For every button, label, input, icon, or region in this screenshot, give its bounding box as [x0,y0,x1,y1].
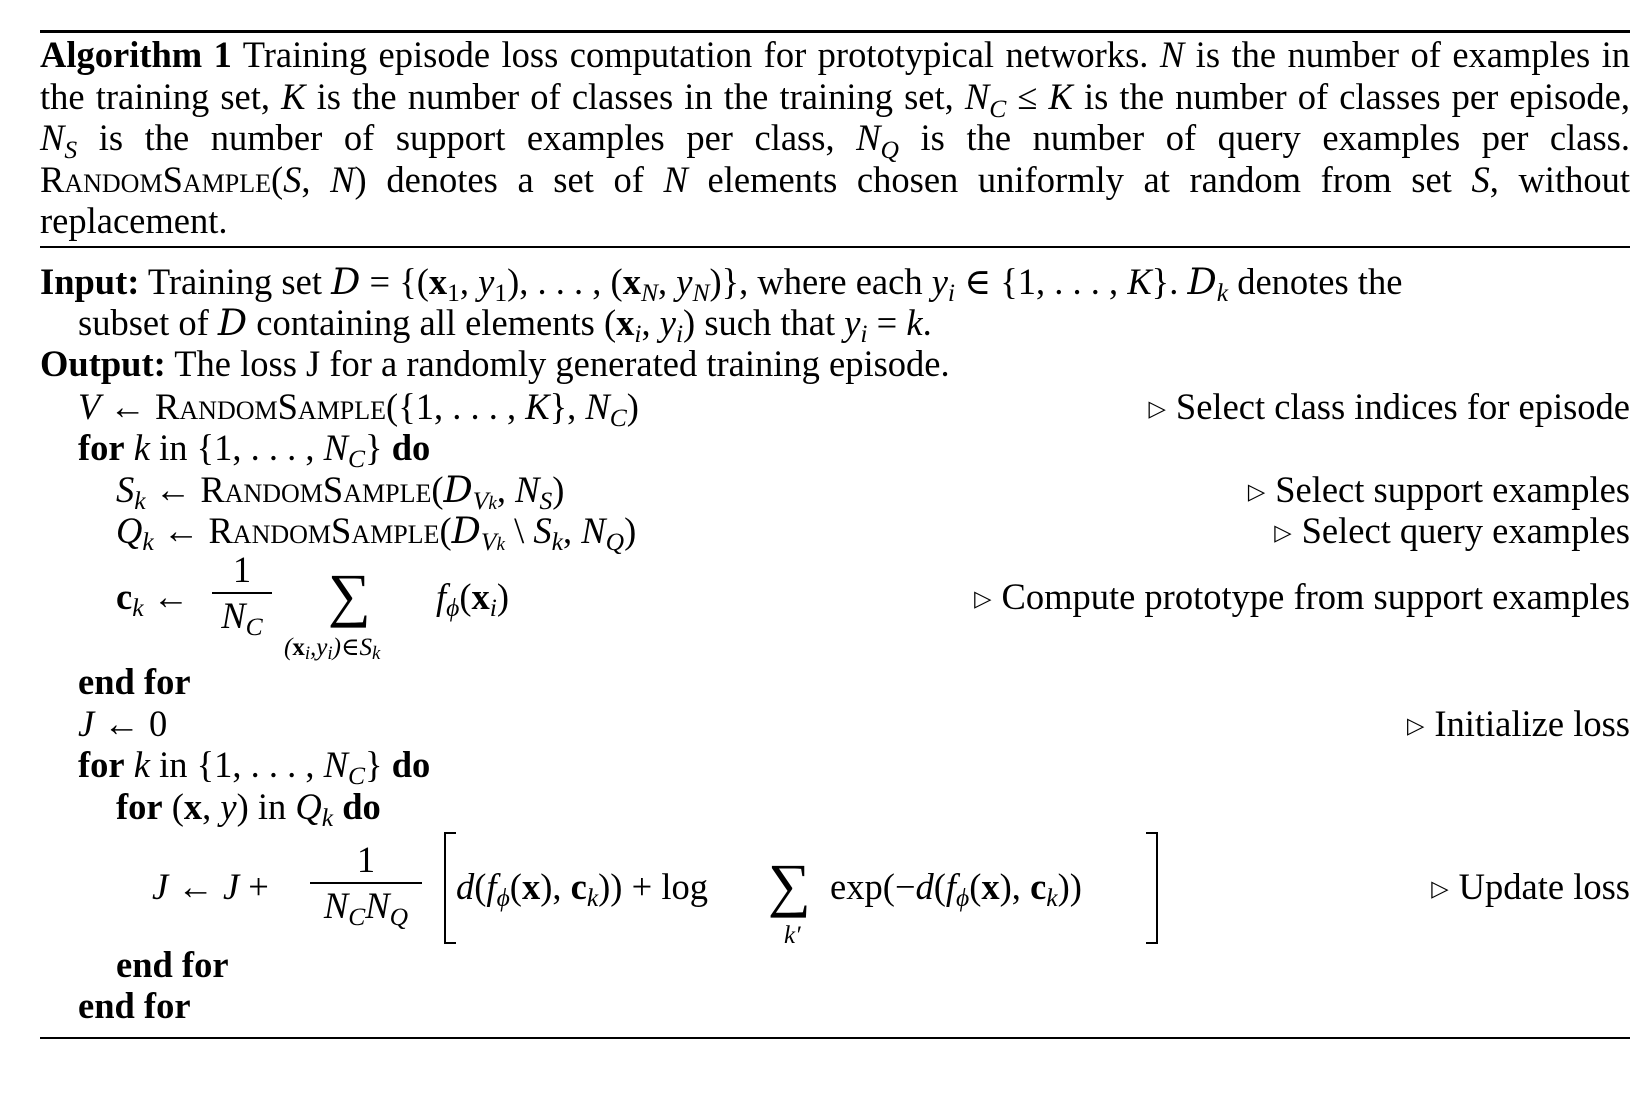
triangle-icon: ▷ [1148,396,1166,422]
algorithm-caption: Algorithm 1 Training episode loss computation for prototypical networks. N is the number of examples in the training set, K is the number of classes in the training set, $N_C \le K$ is the number of classes per episode, $N_S$ is the number of support examples per class, $N_Q$ is the number of query examples per class. RandomSample(S, N) denotes a set of N elements chosen uniformly at random from set S, without replacement. [40,34,1631,241]
triangle-icon: ▷ [974,586,992,612]
comment-compute-prototype: ▷ Compute prototype from support examples [974,576,1630,617]
line-init-loss: J ← 0 [78,703,168,744]
triangle-icon: ▷ [1247,479,1266,505]
comment-select-classes: ▷ Select class indices for episode [1148,386,1630,427]
comment-select-query: ▷ Select query examples [1274,510,1630,551]
caption-text: Training episode loss computation for prototypical networks. [242,34,1149,75]
line-for-query: for (x, y) in Qk do [116,786,381,833]
triangle-icon: ▷ [1431,876,1449,902]
line-end-for-2: end for [116,944,229,985]
output-line [40,344,950,384]
comment-select-support: ▷ Select support examples [1247,469,1630,510]
line-for-k-2: for k in {1, . . . , NC} do [78,744,431,791]
output-label: Output: [40,343,166,384]
output-text: The loss J for a randomly generated training episode. [174,343,950,384]
input-label: Input: [40,261,140,302]
input-line-2: subset of D containing all elements (xi, yi) such that yi = k. [78,301,932,349]
line-end-for-1: end for [78,661,191,702]
triangle-icon: ▷ [1274,520,1292,546]
caption-label: Algorithm 1 [40,34,232,75]
comment-update-loss: ▷ Update loss [1431,866,1630,907]
bottom-rule [40,1037,1630,1039]
input-line: Input: Training set D = {(x1, y1), . . . , (xN, yN)}, where each yi ∈ {1, . . . , K}. Dk denotes the [40,260,1403,308]
triangle-icon: ▷ [1406,713,1425,739]
line-for-k-1: for k in {1, . . . , NC} do [78,427,431,474]
line-sample-support: Sk ← RandomSample(DVk, NS) [116,468,565,516]
middle-rule [40,246,1630,248]
line-select-classes: V ← RandomSample({1, . . . , K}, NC) [78,386,639,433]
comment-initialize-loss: ▷ Initialize loss [1406,703,1630,744]
line-sample-query: Qk ← RandomSample(DVk \ Sk, NQ) [116,509,637,557]
top-rule [40,30,1630,33]
line-end-for-3: end for [78,985,191,1026]
random-sample-fn: RandomSample [40,158,271,200]
